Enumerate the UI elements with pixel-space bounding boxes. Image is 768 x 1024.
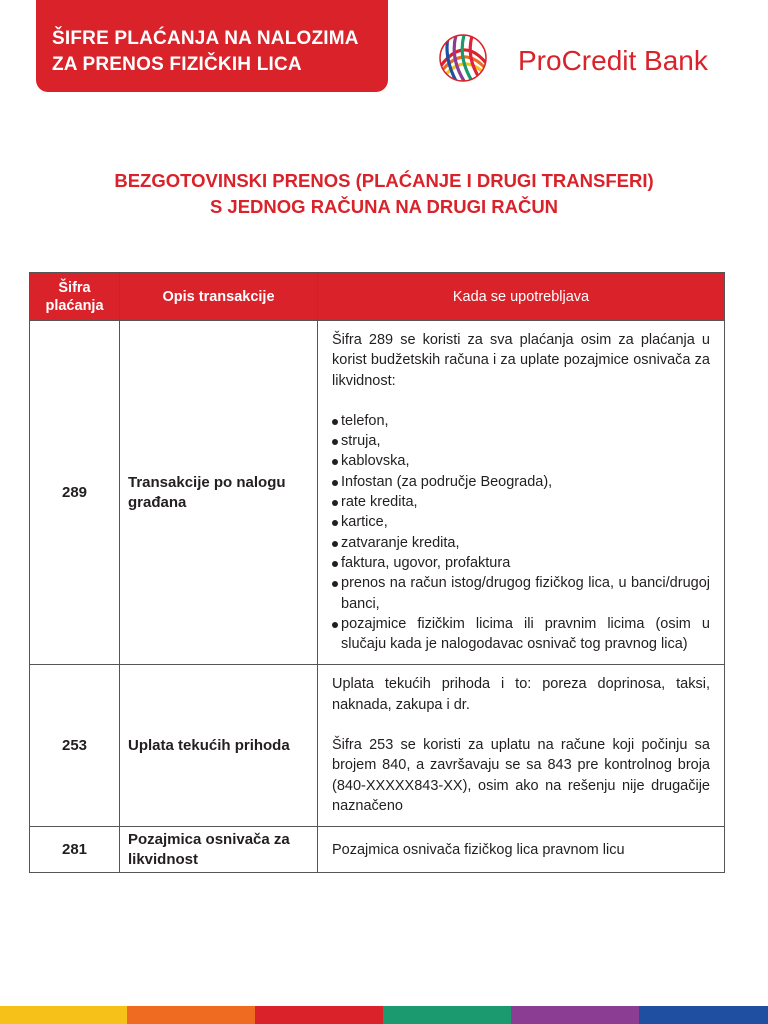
row-code: 289 [30,321,120,665]
strip-segment [255,1006,383,1024]
table-row [30,665,725,827]
usage-intro: Šifra 289 se koristi za sva plaćanja osim za plaćanja u korist budžetskih računa i za uplate pozajmice osnivača za likvidnost: [332,332,710,389]
list-item: faktura, ugovor, profaktura [332,553,710,573]
table-row [30,321,725,665]
strip-segment [127,1006,255,1024]
row-usage [318,665,725,827]
list-item: struja, [332,431,710,451]
strip-segment [383,1006,511,1024]
list-item: zatvaranje kredita, [332,533,710,553]
procredit-globe-icon [438,33,488,83]
list-item: Infostan (za područje Beograda), [332,472,710,492]
table-header-row [30,273,725,321]
header-code-line1: Šifra [58,279,91,296]
header-banner [36,0,388,92]
usage-paragraph-2: Šifra 253 se koristi za uplatu na račune koji počinju sa brojem 840, a završavaju se sa 843 pre kontrolnog broja (840-XXXXX843-XX), osim ako na rešenju nije drugačije naznačeno [332,737,710,814]
strip-segment [0,1006,127,1024]
header-description: Opis transakcije [120,273,318,321]
payment-codes-table [29,272,725,873]
procredit-logo [438,33,718,83]
row-description: Transakcije po nalogu građana [120,321,318,665]
list-item: rate kredita, [332,492,710,512]
strip-segment [511,1006,639,1024]
list-item: kartice, [332,512,710,532]
header-title-line2: ZA PRENOS FIZIČKIH LICA [52,54,302,75]
usage-paragraph-1: Uplata tekućih prihoda i to: poreza doprinosa, taksi, naknada, zakupa i dr. [332,676,710,713]
table-row [30,827,725,873]
header-usage: Kada se upotrebljava [318,273,725,321]
list-item: pozajmice fizičkim licima ili pravnim licima (osim u slučaju kada je nalogodavac osnivač tog pravnog lica) [332,614,710,655]
row-code: 281 [30,827,120,873]
row-usage: Pozajmica osnivača fizičkog lica pravnom licu [318,827,725,873]
row-code: 253 [30,665,120,827]
page-title-line2: S JEDNOG RAČUNA NA DRUGI RAČUN [209,196,559,217]
strip-segment [639,1006,768,1024]
list-item: telefon, [332,411,710,431]
header-title-line1: ŠIFRE PLAĆANJA NA NALOZIMA [52,28,359,49]
row-description: Uplata tekućih prihoda [120,665,318,827]
list-item: kablovska, [332,451,710,471]
row-usage [318,321,725,665]
header-code-line2: plaćanja [45,297,104,314]
list-item: prenos na račun istog/drugog fizičkog lica, u banci/drugoj banci, [332,573,710,614]
page-title-line1: BEZGOTOVINSKI PRENOS (PLAĆANJE I DRUGI TRANSFERI) [114,170,654,191]
color-strip [0,1006,768,1024]
brand-name: ProCredit Bank [518,45,708,76]
header-code [30,273,120,321]
row-description: Pozajmica osnivača za likvidnost [120,827,318,873]
page-title [0,168,768,220]
usage-list [332,411,710,655]
